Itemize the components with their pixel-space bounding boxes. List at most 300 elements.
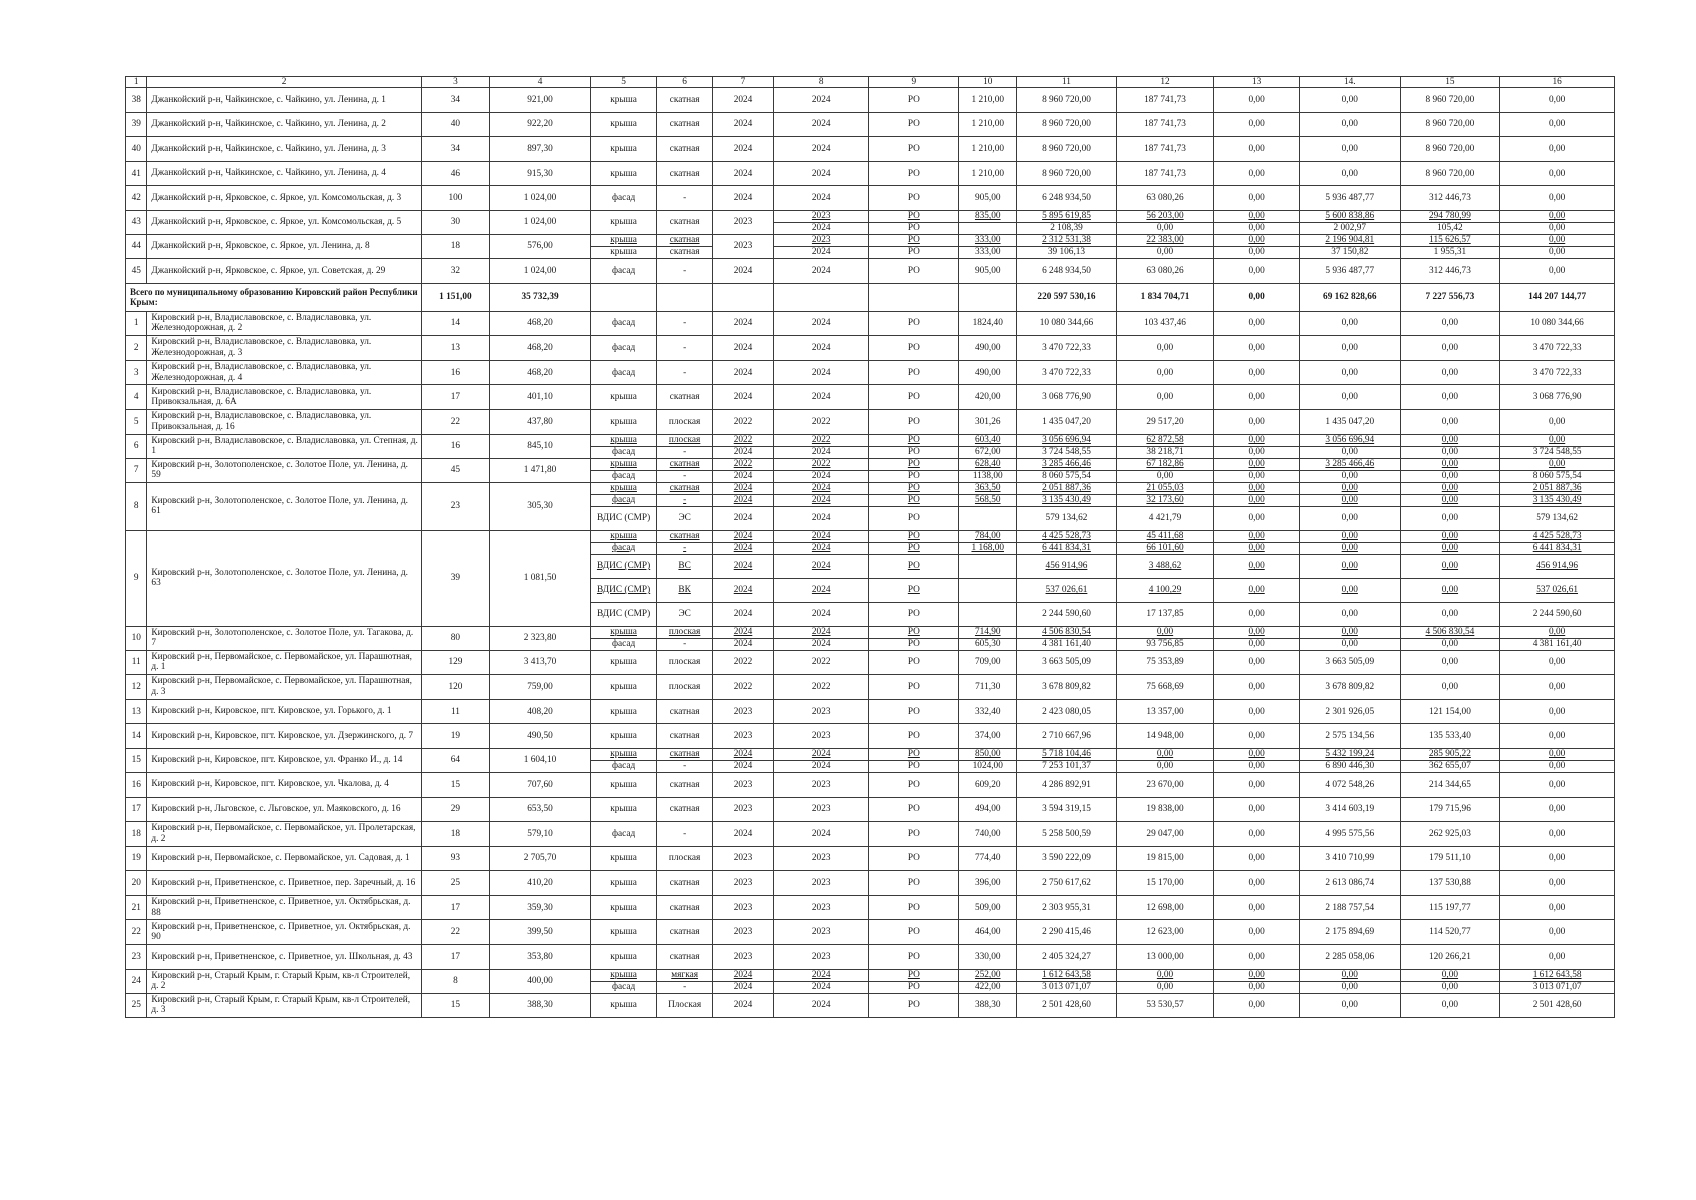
table-cell: 0,00 (1400, 650, 1500, 675)
table-cell: крыша (590, 530, 656, 542)
table-row (126, 846, 1615, 871)
table-cell: РО (869, 699, 959, 724)
table-cell: 45 (421, 458, 490, 482)
table-cell: 1 024,00 (490, 210, 591, 234)
table-cell: 0,00 (1500, 699, 1615, 724)
table-cell: 1 210,00 (959, 161, 1017, 186)
table-cell: 2024 (774, 137, 869, 162)
table-cell: 0,00 (1500, 246, 1615, 258)
table-row (126, 336, 1615, 361)
table-cell: 921,00 (490, 88, 591, 113)
table-cell: 0,00 (1299, 88, 1400, 113)
table-cell: 420,00 (959, 385, 1017, 410)
table-cell: 2024 (712, 186, 773, 211)
table-cell: 464,00 (959, 920, 1017, 945)
table-cell: 3 056 696,94 (1017, 434, 1117, 446)
table-cell: 3 663 505,09 (1299, 650, 1400, 675)
empty-cell (712, 283, 773, 311)
table-cell: скатная (657, 210, 713, 234)
table-cell: 4 381 161,40 (1017, 638, 1117, 650)
table-cell: 2024 (712, 385, 773, 410)
table-cell: 8 960 720,00 (1400, 137, 1500, 162)
table-cell: 3 135 430,49 (1017, 494, 1117, 506)
row-number: 24 (126, 969, 147, 993)
table-cell: 19 838,00 (1116, 797, 1213, 822)
table-cell: 2024 (712, 494, 773, 506)
table-cell: 301,26 (959, 409, 1017, 434)
table-row (126, 311, 1615, 336)
table-cell: - (657, 186, 713, 211)
table-cell: крыша (590, 409, 656, 434)
table-cell: 0,00 (1400, 494, 1500, 506)
row-number: 5 (126, 409, 147, 434)
table-cell: РО (869, 969, 959, 981)
table-cell: 4 381 161,40 (1500, 638, 1615, 650)
address-cell: Кировский р-н, Золотополенское, с. Золотое Поле, ул. Ленина, д. 63 (147, 530, 421, 626)
table-cell: 25 (421, 871, 490, 896)
table-cell: 2024 (712, 506, 773, 530)
table-cell: 0,00 (1214, 434, 1300, 446)
table-cell: 0,00 (1400, 470, 1500, 482)
table-cell: 897,30 (490, 137, 591, 162)
address-cell: Кировский р-н, Старый Крым, г. Старый Крым, кв-л Строителей, д. 2 (147, 969, 421, 993)
table-cell: 0,00 (1500, 258, 1615, 283)
table-cell: 1 024,00 (490, 186, 591, 211)
table-cell: 8 060 575,54 (1017, 470, 1117, 482)
table-cell: 2024 (774, 969, 869, 981)
table-cell: 105,42 (1400, 222, 1500, 234)
table-cell: 845,10 (490, 434, 591, 458)
table-cell: ВДИС (СМР) (590, 554, 656, 578)
table-cell: 187 741,73 (1116, 112, 1213, 137)
address-cell: Джанкойский р-н, Ярковское, с. Яркое, ул. Советская, д. 29 (147, 258, 421, 283)
table-cell: 2024 (774, 161, 869, 186)
row-number: 22 (126, 920, 147, 945)
table-cell: 6 890 446,30 (1299, 760, 1400, 772)
table-cell: 0,00 (1116, 470, 1213, 482)
table-cell: 23 (421, 482, 490, 530)
table-cell: 129 (421, 650, 490, 675)
table-cell: 468,20 (490, 311, 591, 336)
table-cell: крыша (590, 161, 656, 186)
table-cell: РО (869, 650, 959, 675)
address-cell: Кировский р-н, Золотополенское, с. Золотое Поле, ул. Ленина, д. 59 (147, 458, 421, 482)
address-cell: Кировский р-н, Владиславовское, с. Владиславовка, ул. Железнодорожная, д. 4 (147, 360, 421, 385)
table-cell: 0,00 (1500, 945, 1615, 970)
table-row (126, 797, 1615, 822)
table-cell: 0,00 (1500, 772, 1615, 797)
table-cell: 915,30 (490, 161, 591, 186)
table-cell: РО (869, 542, 959, 554)
table-cell: 40 (421, 112, 490, 137)
table-cell: 0,00 (1400, 409, 1500, 434)
table-cell: 2024 (712, 969, 773, 981)
table-cell: 100 (421, 186, 490, 211)
table-cell: 252,00 (959, 969, 1017, 981)
table-cell: РО (869, 258, 959, 283)
table-cell: 2024 (774, 530, 869, 542)
table-cell: 333,00 (959, 234, 1017, 246)
table-cell: 0,00 (1500, 88, 1615, 113)
table-cell: 8 960 720,00 (1400, 88, 1500, 113)
table-cell: 2 175 894,69 (1299, 920, 1400, 945)
table-cell: 45 411,68 (1116, 530, 1213, 542)
table-cell: 0,00 (1214, 482, 1300, 494)
table-cell: 2024 (712, 760, 773, 772)
table-row (126, 675, 1615, 700)
table-cell: 2024 (774, 311, 869, 336)
table-cell: - (657, 470, 713, 482)
table-cell: 2024 (712, 137, 773, 162)
table-cell: 12 698,00 (1116, 895, 1213, 920)
table-cell: 0,00 (1400, 530, 1500, 542)
table-cell: 2024 (712, 530, 773, 542)
header-cell: 11 (1017, 77, 1117, 88)
table-cell: 628,40 (959, 458, 1017, 470)
table-cell: 312 446,73 (1400, 186, 1500, 211)
table-subrow (126, 434, 1615, 446)
table-cell: 2024 (712, 258, 773, 283)
header-cell: 12 (1116, 77, 1213, 88)
table-cell: 2024 (774, 993, 869, 1018)
table-cell: 1 210,00 (959, 88, 1017, 113)
table-cell: - (657, 822, 713, 847)
empty-cell (959, 283, 1017, 311)
row-number: 23 (126, 945, 147, 970)
table-cell: 2024 (774, 222, 869, 234)
table-cell: 7 253 101,37 (1017, 760, 1117, 772)
address-cell: Кировский р-н, Льговское, с. Льговское, ул. Маяковского, д. 16 (147, 797, 421, 822)
table-cell: 8 960 720,00 (1017, 161, 1117, 186)
table-cell: 0,00 (1299, 530, 1400, 542)
table-cell: 2024 (774, 760, 869, 772)
table-cell: 0,00 (1400, 993, 1500, 1018)
table-cell: 1 612 643,58 (1500, 969, 1615, 981)
table-row (126, 993, 1615, 1018)
table-cell: РО (869, 246, 959, 258)
table-cell: 0,00 (1299, 112, 1400, 137)
table-cell: 6 441 834,31 (1500, 542, 1615, 554)
table-cell: 2024 (774, 981, 869, 993)
header-cell: 5 (590, 77, 656, 88)
table-cell: фасад (590, 981, 656, 993)
table-cell: 66 101,60 (1116, 542, 1213, 554)
table-cell: 5 895 619,85 (1017, 210, 1117, 222)
table-cell: 1 955,31 (1400, 246, 1500, 258)
total-cell: 144 207 144,77 (1500, 283, 1615, 311)
table-cell: 400,00 (490, 969, 591, 993)
table-cell: 2023 (712, 945, 773, 970)
row-number: 41 (126, 161, 147, 186)
table-cell: 0,00 (1299, 506, 1400, 530)
table-cell: 0,00 (1400, 482, 1500, 494)
table-cell: фасад (590, 336, 656, 361)
table-cell: 2024 (774, 554, 869, 578)
table-cell: Плоская (657, 993, 713, 1018)
address-cell: Кировский р-н, Приветненское, с. Приветное, ул. Октябрьская, д. 88 (147, 895, 421, 920)
table-cell: плоская (657, 409, 713, 434)
empty-cell (774, 283, 869, 311)
row-number: 21 (126, 895, 147, 920)
table-cell: - (657, 981, 713, 993)
table-cell: - (657, 258, 713, 283)
table-cell: 333,00 (959, 246, 1017, 258)
row-number: 8 (126, 482, 147, 530)
table-cell: 2023 (712, 895, 773, 920)
header-cell: 9 (869, 77, 959, 88)
empty-cell (657, 283, 713, 311)
table-cell: крыша (590, 895, 656, 920)
table-cell: 14 948,00 (1116, 724, 1213, 749)
table-cell: 0,00 (1214, 222, 1300, 234)
table-cell: 2022 (712, 675, 773, 700)
table-cell: 0,00 (1299, 542, 1400, 554)
table-cell: 709,00 (959, 650, 1017, 675)
table-cell: 1 612 643,58 (1017, 969, 1117, 981)
table-cell: РО (869, 724, 959, 749)
table-cell: 609,20 (959, 772, 1017, 797)
table-cell: 0,00 (1116, 385, 1213, 410)
table-cell: скатная (657, 482, 713, 494)
table-cell: 835,00 (959, 210, 1017, 222)
row-number: 4 (126, 385, 147, 410)
table-cell: 2022 (774, 409, 869, 434)
table-cell: 0,00 (1400, 458, 1500, 470)
table-cell: РО (869, 675, 959, 700)
table-cell: 4 072 548,26 (1299, 772, 1400, 797)
table-cell: 19 (421, 724, 490, 749)
table-cell: фасад (590, 186, 656, 211)
table-cell: 2024 (712, 360, 773, 385)
table-cell: 13 000,00 (1116, 945, 1213, 970)
table-cell: 0,00 (1500, 846, 1615, 871)
table-cell: 468,20 (490, 336, 591, 361)
table-cell: 2023 (712, 210, 773, 234)
table-cell: 0,00 (1400, 981, 1500, 993)
table-cell: 330,00 (959, 945, 1017, 970)
table-cell: 2022 (712, 458, 773, 470)
table-cell: 0,00 (1400, 336, 1500, 361)
row-number: 40 (126, 137, 147, 162)
table-cell: плоская (657, 650, 713, 675)
table-cell: 6 441 834,31 (1017, 542, 1117, 554)
table-cell: 2024 (774, 626, 869, 638)
table-cell: 0,00 (1500, 186, 1615, 211)
table-cell (959, 578, 1017, 602)
table-cell: 0,00 (1299, 981, 1400, 993)
table-cell: 0,00 (1214, 638, 1300, 650)
table-cell: 2023 (774, 699, 869, 724)
row-number: 43 (126, 210, 147, 234)
table-cell: 0,00 (1116, 336, 1213, 361)
table-cell: 2024 (774, 186, 869, 211)
table-cell: 1 210,00 (959, 112, 1017, 137)
table-cell: 1 168,00 (959, 542, 1017, 554)
table-cell: 2 501 428,60 (1500, 993, 1615, 1018)
table-cell: 2023 (712, 724, 773, 749)
header-cell: 4 (490, 77, 591, 88)
table-cell: 3 488,62 (1116, 554, 1213, 578)
table-cell: 2023 (774, 797, 869, 822)
table-cell: 8 960 720,00 (1400, 112, 1500, 137)
table-cell: РО (869, 482, 959, 494)
table-cell: 707,60 (490, 772, 591, 797)
header-cell: 2 (147, 77, 421, 88)
table-cell: 0,00 (1500, 210, 1615, 222)
table-cell: 2 575 134,56 (1299, 724, 1400, 749)
table-cell: РО (869, 748, 959, 760)
table-cell: 5 718 104,46 (1017, 748, 1117, 760)
table-cell: 0,00 (1299, 360, 1400, 385)
table-cell: 0,00 (1299, 336, 1400, 361)
table-row (126, 920, 1615, 945)
row-number: 9 (126, 530, 147, 626)
table-cell: РО (869, 409, 959, 434)
table-cell: крыша (590, 137, 656, 162)
table-cell: 759,00 (490, 675, 591, 700)
table-cell: 2 108,39 (1017, 222, 1117, 234)
table-cell: 34 (421, 88, 490, 113)
column-number-header-row (126, 77, 1615, 88)
table-cell: 0,00 (1214, 993, 1300, 1018)
row-number: 42 (126, 186, 147, 211)
table-cell: 2024 (774, 88, 869, 113)
table-cell: 363,50 (959, 482, 1017, 494)
table-cell: 437,80 (490, 409, 591, 434)
table-cell: РО (869, 626, 959, 638)
table-cell: 2 501 428,60 (1017, 993, 1117, 1018)
table-cell: 5 258 500,59 (1017, 822, 1117, 847)
table-cell: крыша (590, 675, 656, 700)
address-cell: Джанкойский р-н, Чайкинское, с. Чайкино, ул. Ленина, д. 2 (147, 112, 421, 137)
table-cell: 0,00 (1214, 258, 1300, 283)
table-cell: 0,00 (1299, 626, 1400, 638)
header-cell: 10 (959, 77, 1017, 88)
table-cell (959, 222, 1017, 234)
address-cell: Кировский р-н, Первомайское, с. Первомайское, ул. Пролетарская, д. 2 (147, 822, 421, 847)
table-cell: РО (869, 458, 959, 470)
table-cell: 30 (421, 210, 490, 234)
table-cell: 2023 (712, 772, 773, 797)
table-cell: крыша (590, 945, 656, 970)
address-cell: Кировский р-н, Кировское, пгт. Кировское, ул. Дзержинского, д. 7 (147, 724, 421, 749)
table-cell: 0,00 (1214, 772, 1300, 797)
table-cell: 2 051 887,36 (1017, 482, 1117, 494)
table-cell (959, 602, 1017, 626)
table-cell: 14 (421, 311, 490, 336)
table-cell: 332,40 (959, 699, 1017, 724)
table-cell: 2023 (774, 945, 869, 970)
table-cell: 3 410 710,99 (1299, 846, 1400, 871)
table-cell: скатная (657, 699, 713, 724)
table-cell: 3 285 466,46 (1299, 458, 1400, 470)
table-row (126, 895, 1615, 920)
table-cell: 2 290 415,46 (1017, 920, 1117, 945)
table-cell: 18 (421, 234, 490, 258)
table-cell: 4 286 892,91 (1017, 772, 1117, 797)
table-cell: 15 170,00 (1116, 871, 1213, 896)
table-cell: крыша (590, 626, 656, 638)
table-cell: 22 383,00 (1116, 234, 1213, 246)
table-cell: 8 (421, 969, 490, 993)
table-row (126, 161, 1615, 186)
table-cell: 0,00 (1500, 626, 1615, 638)
repair-program-table (125, 76, 1615, 1018)
table-cell: 2024 (774, 246, 869, 258)
table-cell: 0,00 (1400, 506, 1500, 530)
table-cell: 784,00 (959, 530, 1017, 542)
table-cell: 67 182,86 (1116, 458, 1213, 470)
address-cell: Джанкойский р-н, Ярковское, с. Яркое, ул. Ленина, д. 8 (147, 234, 421, 258)
table-cell: 0,00 (1214, 602, 1300, 626)
table-cell: 17 (421, 945, 490, 970)
table-cell: 2024 (712, 336, 773, 361)
table-cell: 120 (421, 675, 490, 700)
table-row (126, 822, 1615, 847)
table-cell: 605,30 (959, 638, 1017, 650)
table-cell: 32 173,60 (1116, 494, 1213, 506)
table-row (126, 409, 1615, 434)
empty-cell (590, 283, 656, 311)
table-cell: 29 517,20 (1116, 409, 1213, 434)
table-cell: 187 741,73 (1116, 161, 1213, 186)
table-cell: 2 188 757,54 (1299, 895, 1400, 920)
table-row (126, 945, 1615, 970)
table-cell: 850,00 (959, 748, 1017, 760)
table-cell: 4 425 528,73 (1017, 530, 1117, 542)
table-cell: РО (869, 760, 959, 772)
address-cell: Кировский р-н, Владиславовское, с. Владиславовка, ул. Железнодорожная, д. 3 (147, 336, 421, 361)
table-cell: 2 285 058,06 (1299, 945, 1400, 970)
table-cell: 2023 (774, 210, 869, 222)
table-cell: 56 203,00 (1116, 210, 1213, 222)
table-cell: РО (869, 554, 959, 578)
table-cell: 115 626,57 (1400, 234, 1500, 246)
table-cell: 2023 (774, 772, 869, 797)
address-cell: Джанкойский р-н, Чайкинское, с. Чайкино, ул. Ленина, д. 4 (147, 161, 421, 186)
table-row (126, 650, 1615, 675)
table-cell: 22 (421, 920, 490, 945)
table-cell: 1 471,80 (490, 458, 591, 482)
table-cell: 187 741,73 (1116, 137, 1213, 162)
table-cell: 0,00 (1116, 246, 1213, 258)
table-cell: 93 (421, 846, 490, 871)
table-cell: 0,00 (1500, 137, 1615, 162)
table-cell: 2 244 590,60 (1017, 602, 1117, 626)
row-number: 6 (126, 434, 147, 458)
table-row (126, 699, 1615, 724)
table-cell: 3 285 466,46 (1017, 458, 1117, 470)
table-cell: скатная (657, 458, 713, 470)
address-cell: Кировский р-н, Владиславовское, с. Владиславовка, ул. Железнодорожная, д. 2 (147, 311, 421, 336)
table-cell: 34 (421, 137, 490, 162)
total-cell: 69 162 828,66 (1299, 283, 1400, 311)
table-cell: 0,00 (1299, 602, 1400, 626)
table-cell: 0,00 (1500, 797, 1615, 822)
table-cell: 3 135 430,49 (1500, 494, 1615, 506)
address-cell: Джанкойский р-н, Чайкинское, с. Чайкино, ул. Ленина, д. 3 (147, 137, 421, 162)
table-cell: 0,00 (1299, 993, 1400, 1018)
address-cell: Кировский р-н, Старый Крым, г. Старый Крым, кв-л Строителей, д. 3 (147, 993, 421, 1018)
table-cell: 0,00 (1214, 246, 1300, 258)
address-cell: Кировский р-н, Первомайское, с. Первомайское, ул. Парашютная, д. 3 (147, 675, 421, 700)
table-cell: 8 960 720,00 (1017, 137, 1117, 162)
table-cell: 0,00 (1500, 895, 1615, 920)
header-cell: 14. (1299, 77, 1400, 88)
table-cell: 262 925,03 (1400, 822, 1500, 847)
table-cell: 579 134,62 (1017, 506, 1117, 530)
table-cell: 8 060 575,54 (1500, 470, 1615, 482)
